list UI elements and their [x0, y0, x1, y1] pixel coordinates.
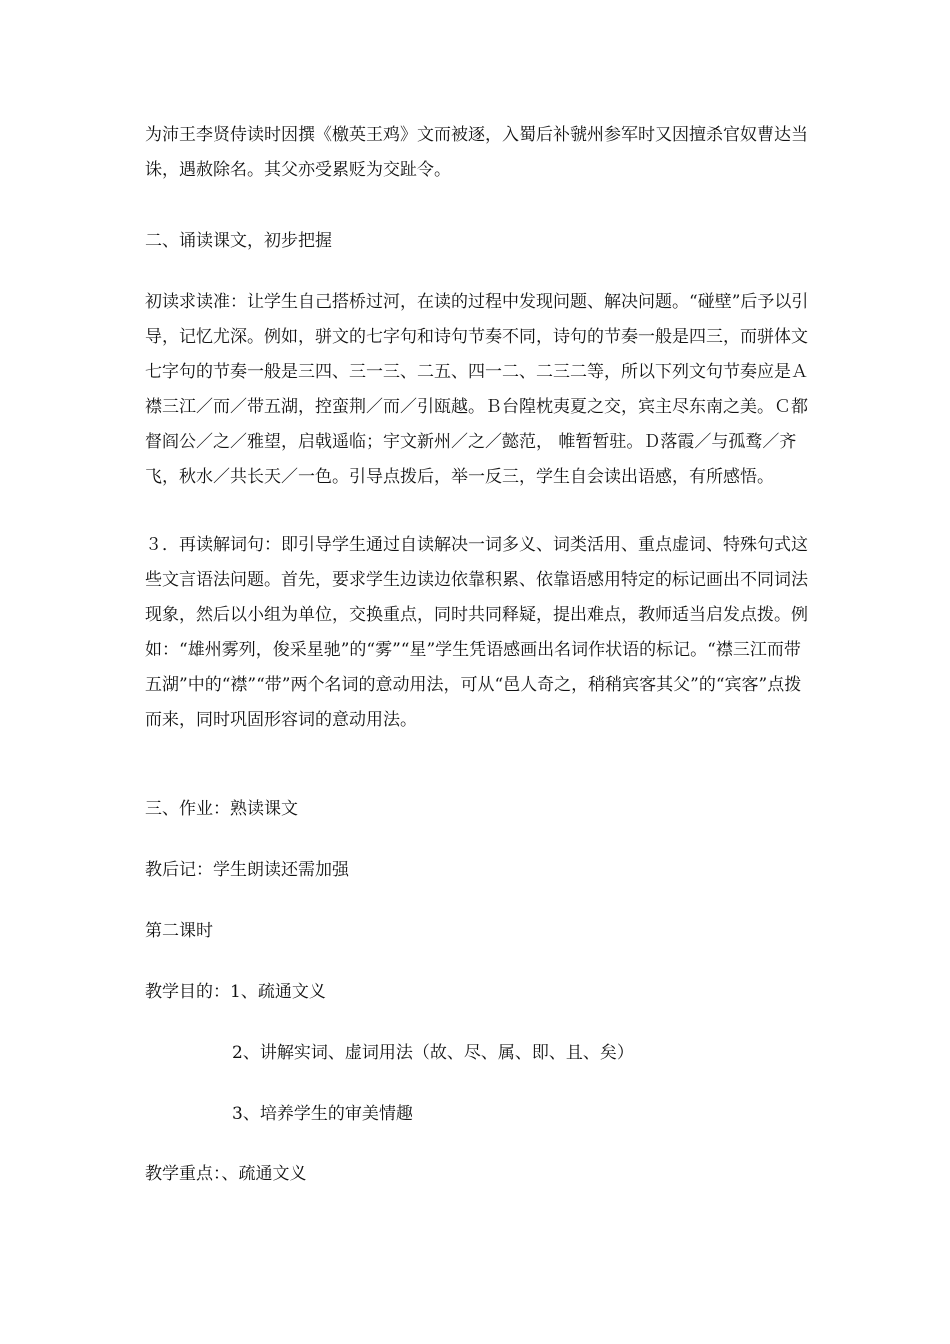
section-heading-homework: 三、作业：熟读课文 [145, 799, 298, 819]
teaching-goal-1: 教学目的：1、疏通文义 [145, 982, 326, 1002]
teaching-key-point: 教学重点：、疏通文义 [145, 1164, 307, 1184]
section-heading-reading: 二、诵读课文，初步把握 [145, 231, 332, 251]
teaching-goal-3: 3、培养学生的审美情趣 [232, 1104, 413, 1124]
paragraph-background: 为沛王李贤侍读时因撰《檄英王鸡》文而被逐，入蜀后补虢州参军时又因擅杀官奴曹达当诛，遇赦除名。其父亦受累贬为交趾令。 [145, 125, 808, 180]
teaching-note: 教后记：学生朗读还需加强 [145, 860, 349, 880]
paragraph-second-reading: ３．再读解词句：即引导学生通过自读解决一词多义、词类活用、重点虚词、特殊句式这些文言语法问题。首先，要求学生边读边依靠积累、依靠语感用特定的标记画出不同词法现象，然后以小组为单位，交换重点，同时共同释疑，提出难点，教师适当启发点拨。例如：“雄州雾列，俊采星驰”的“雾”“星”学生凭语感画出名词作状语的标记。“襟三江而带五湖”中的“襟”“带”两个名词的意动用法，可从“邑人奇之，稍稍宾客其父”的“宾客”点拨而来，同时巩固形容词的意动用法。 [145, 535, 808, 730]
lesson-heading: 第二课时 [145, 921, 213, 941]
teaching-goal-2: 2、讲解实词、虚词用法（故、尽、属、即、且、矣） [232, 1043, 634, 1063]
paragraph-first-reading: 初读求读准：让学生自己搭桥过河，在读的过程中发现问题、解决问题。“碰壁”后予以引导，记忆尤深。例如，骈文的七字句和诗句节奏不同，诗句的节奏一般是四三，而骈体文七字句的节奏一般是三四、三一三、二五、四一二、二三二等，所以下列文句节奏应是Ａ襟三江／而／带五湖，控蛮荆／而／引瓯越。Ｂ台隍枕夷夏之交，宾主尽东南之美。Ｃ都督阎公／之／雅望，启戟遥临；宇文新州／之／懿范， 帷暂暂驻。Ｄ落霞／与孤鹜／齐飞，秋水／共长天／一色。引导点拨后，举一反三，学生自会读出语感，有所感悟。 [145, 292, 809, 487]
